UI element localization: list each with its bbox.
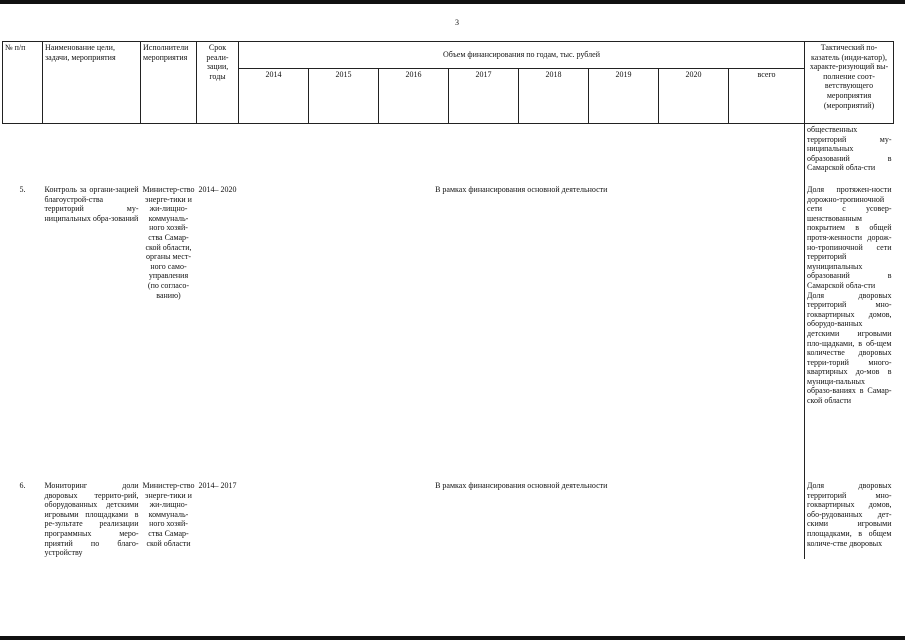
header-term: Срок реали-зации, годы xyxy=(197,42,239,124)
row-5-num: 5. xyxy=(19,185,26,194)
page-number: 3 xyxy=(455,18,459,27)
header-year-2016: 2016 xyxy=(379,69,449,124)
header-funding-title: Объем финансирования по годам, тыс. рублей xyxy=(239,42,805,69)
row-5-funding: В рамках финансирования основной деятельности xyxy=(435,185,608,194)
header-indicator: Тактический по-казатель (инди-катор), характе-ризующий вы-полнение соот-ветствующего мероприятия (мероприятий) xyxy=(805,42,894,124)
continuation-indicator: общественных территорий му-ниципальных образований в Самарской обла-сти xyxy=(805,124,894,185)
program-table xyxy=(2,41,894,559)
row-5-indicator-2: Доля дворовых территорий мно-гоквартирных домов, оборудо-ванных детскими игровыми пло-щадками, в об-щем количестве дворовых терри-торий много-квартирных до-мов в муници-пальных образо-ваниях в Самар-ской области xyxy=(807,290,892,406)
row-5-term: 2014– 2020 xyxy=(198,185,237,194)
header-year-2018: 2018 xyxy=(519,69,589,124)
row-6-funding: В рамках финансирования основной деятельности xyxy=(435,481,608,490)
header-year-2017: 2017 xyxy=(449,69,519,124)
header-row xyxy=(3,42,894,69)
continuation-row xyxy=(3,124,894,185)
header-executors: Исполнители мероприятия xyxy=(141,42,197,124)
header-year-2019: 2019 xyxy=(589,69,659,124)
row-5-executors: Министер-ство энерге-тики и жи-лищно-коммуналь-ного хозяй-ства Самар-ской области, органы мест-ного само-управления (по согласо-ванию) xyxy=(142,185,195,300)
row-5-indicators xyxy=(805,184,894,480)
header-year-2014: 2014 xyxy=(239,69,309,124)
table-row xyxy=(3,480,894,559)
bottom-border xyxy=(0,636,905,640)
table-row xyxy=(3,184,894,480)
header-num: № п/п xyxy=(3,42,43,124)
row-6-name: Мониторинг доли дворовых террито-рий, оборудованных детскими игровыми площадками в ре-зультате реализации программных меро-приятий по благо-устройству xyxy=(44,481,139,558)
header-year-2015: 2015 xyxy=(309,69,379,124)
row-6-indicators xyxy=(805,480,894,559)
row-5-name: Контроль за органи-зацией благоустрой-ства территорий му-ниципальных обра-зований xyxy=(44,185,139,223)
header-year-total: всего xyxy=(729,69,805,124)
row-6-num: 6. xyxy=(19,481,26,490)
header-year-2020: 2020 xyxy=(659,69,729,124)
row-6-indicator-1: Доля дворовых территорий мно-гоквартирных домов, обо-рудованных дет-скими игровыми площадками, в общем количе-стве дворовых xyxy=(807,481,892,548)
row-6-term: 2014– 2017 xyxy=(198,481,237,490)
row-5-indicator-1: Доля протяжен-ности дорожно-тропиночной сети с усовер-шенствованным покрытием в общей протя-женности дорож-но-тропиночной сети территорий муниципальных образований в Самарской обла-сти xyxy=(807,185,892,290)
header-name: Наименование цели, задачи, мероприятия xyxy=(43,42,141,124)
top-border xyxy=(0,0,905,4)
row-6-executors: Министер-ство энерге-тики и жи-лищно-коммуналь-ного хозяй-ства Самар-ской области xyxy=(142,481,195,548)
